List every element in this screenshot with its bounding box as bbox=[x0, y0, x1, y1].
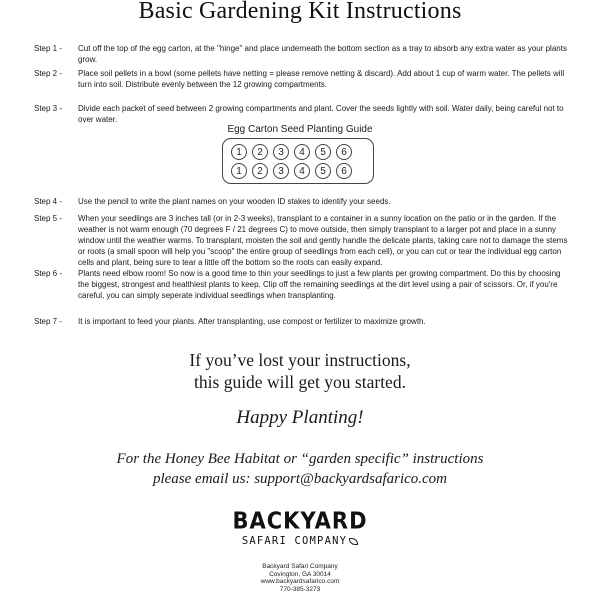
step-label: Step 2 - bbox=[34, 69, 63, 78]
step-text: When your seedlings are 3 inches tall (or in 2-3 weeks), transplant to a container in a sunny location on the patio or in the garden. If the weather is not warm enough (70 degrees F / 21 degrees C) to move outside, then simply transplant to a larger pot and place in a sunny window until the weather warms. To transplant, moisten the soil and gently handle the delicate plants, taking care not to damage the stems or roots (a small spoon will help you "scoop" the entire group of seedlings from each cell), or you can cut or tear the individual egg carton cells and plant, being sure to tear a little off the bottom so the roots can easily expand. bbox=[78, 214, 568, 267]
carton-cell: 6 bbox=[336, 163, 352, 179]
carton-cell: 3 bbox=[273, 144, 289, 160]
step-label: Step 7 - bbox=[34, 317, 63, 326]
carton-cell: 4 bbox=[294, 163, 310, 179]
carton-cell: 5 bbox=[315, 163, 331, 179]
step-6 bbox=[34, 268, 572, 301]
logo-wordmark: BACKYARD bbox=[232, 507, 368, 535]
carton-cell: 2 bbox=[252, 144, 268, 160]
company-city: Covington, GA 30014 bbox=[269, 570, 331, 578]
support-email-line: please email us: support@backyardsafarico.com bbox=[152, 471, 448, 487]
lost-instructions-message bbox=[0, 349, 600, 393]
step-7 bbox=[34, 316, 572, 327]
carton-cell: 3 bbox=[273, 163, 289, 179]
step-label: Step 1 - bbox=[34, 44, 63, 53]
step-label: Step 6 - bbox=[34, 269, 63, 278]
carton-cell: 6 bbox=[336, 144, 352, 160]
carton-cell: 2 bbox=[252, 163, 268, 179]
step-2 bbox=[34, 68, 572, 90]
carton-row-2 bbox=[231, 163, 352, 179]
carton-row-1 bbox=[231, 144, 352, 160]
leaf-icon bbox=[349, 538, 358, 545]
step-label: Step 3 - bbox=[34, 104, 63, 113]
step-text: Use the pencil to write the plant names on your wooden ID stakes to identify your seeds. bbox=[78, 197, 391, 206]
message-line: For the Honey Bee Habitat or “garden specific” instructions bbox=[116, 451, 484, 467]
step-label: Step 4 - bbox=[34, 197, 63, 206]
company-address bbox=[0, 563, 600, 593]
company-phone: 770-385-3273 bbox=[279, 585, 321, 593]
step-text: It is important to feed your plants. After transplanting, use compost or fertilizer to maximize growth. bbox=[78, 317, 426, 326]
carton-cell: 1 bbox=[231, 163, 247, 179]
company-name: Backyard Safari Company bbox=[262, 563, 338, 570]
carton-cell: 5 bbox=[315, 144, 331, 160]
logo-subtitle-text: SAFARI COMPANY bbox=[241, 535, 348, 547]
step-text: Place soil pellets in a bowl (some pellets have netting = please remove netting & discard). Add about 1 cup of warm water. The pellets will turn into soil. Distribute evenly between the 12 growing compartments. bbox=[78, 69, 565, 89]
planting-guide-title: Egg Carton Seed Planting Guide bbox=[227, 124, 373, 135]
message-line: If you’ve lost your instructions, bbox=[189, 350, 411, 370]
step-text: Cut off the top of the egg carton, at the "hinge" and place underneath the bottom section as a tray to absorb any extra water as your plants grow. bbox=[78, 44, 567, 64]
page-title: Basic Gardening Kit Instructions bbox=[138, 0, 462, 24]
step-text: Plants need elbow room! So now is a good time to thin your seedlings to just a few plants per growing compartment. Do this by choosing the biggest, strongest and healthiest plants to keep. Clip off the remaining seedlings at the dirt level using a pair of scissors. Or, if you're careful, you can simply seperate individual seedlings when transplanting. bbox=[78, 269, 561, 300]
logo-subtitle bbox=[0, 534, 600, 548]
carton-cell: 4 bbox=[294, 144, 310, 160]
happy-planting-text: Happy Planting! bbox=[236, 407, 364, 428]
step-4 bbox=[34, 196, 572, 207]
step-5 bbox=[34, 213, 572, 268]
step-3 bbox=[34, 103, 572, 125]
support-email-message bbox=[0, 449, 600, 489]
egg-carton-diagram bbox=[222, 138, 374, 184]
message-line: this guide will get you started. bbox=[194, 372, 406, 392]
step-1 bbox=[34, 43, 572, 65]
step-label: Step 5 - bbox=[34, 214, 63, 223]
company-website: www.backyardsafarico.com bbox=[260, 578, 340, 585]
company-logo bbox=[0, 507, 600, 548]
step-text: Divide each packet of seed between 2 growing compartments and plant. Cover the seeds lightly with soil. Water daily, being careful not to over water. bbox=[78, 104, 564, 124]
carton-cell: 1 bbox=[231, 144, 247, 160]
